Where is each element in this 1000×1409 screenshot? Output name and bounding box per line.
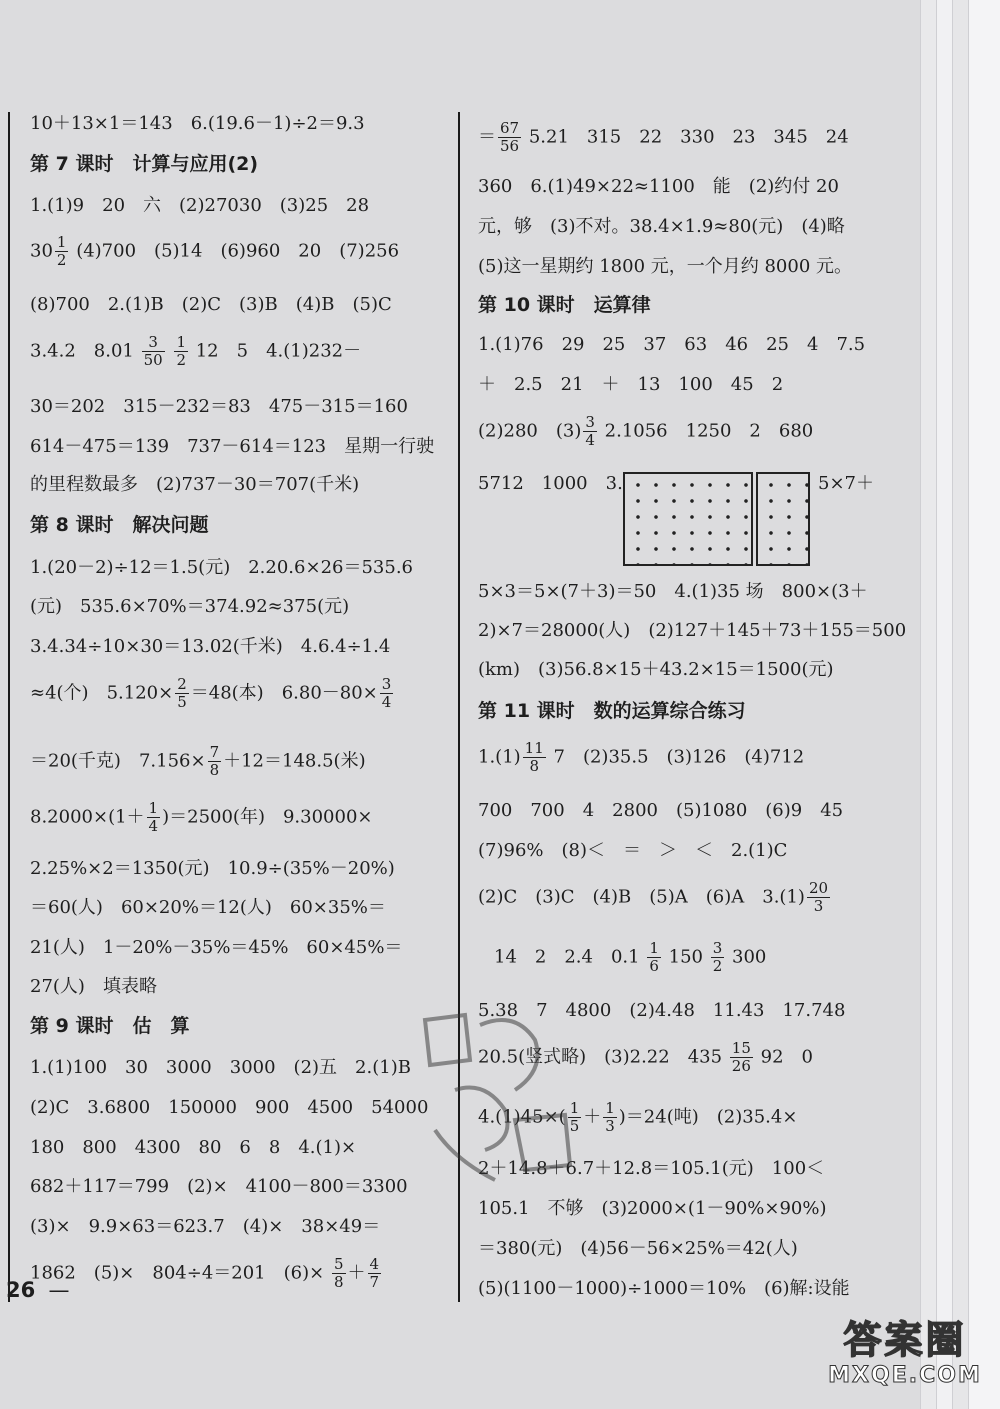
fraction: $\frac{15}{26}$ — [731, 1039, 751, 1075]
text-span: 2.1056 1250 2 680 — [604, 420, 814, 442]
page-edge — [968, 0, 1000, 1409]
text-line: (5)这一星期约 1800 元，一个月约 8000 元。 — [478, 256, 852, 277]
text-line: 5.38 7 4800 (2)4.48 11.43 17.748 — [478, 1000, 846, 1021]
text-line — [30, 334, 361, 369]
text-line — [30, 800, 373, 835]
text-line: 5×7＋ — [818, 473, 874, 494]
page-number — [6, 1278, 70, 1302]
text-span: 4.(1)45×( — [478, 1106, 566, 1128]
text-line: 1.(20－2)÷12＝1.5(元) 2.20.6×26＝535.6 — [30, 557, 414, 578]
fraction: $\frac{1}{2}$ — [56, 233, 67, 269]
lesson-heading: 第 7 课时 计算与应用(2) — [30, 153, 259, 175]
text-span: 5.21 315 22 330 23 345 24 — [528, 126, 849, 148]
text-span: ＝20(千克) 7.156× — [30, 750, 206, 772]
text-span: )＝24(吨) (2)35.4× — [618, 1106, 798, 1128]
watermark-title: 答案圈 — [843, 1318, 967, 1362]
fraction: $\frac{1}{6}$ — [649, 939, 659, 975]
text-line — [30, 744, 366, 779]
text-line: 21(人) 1－20%－35%＝45% 60×45%＝ — [30, 937, 403, 958]
ink-stamp — [395, 1000, 595, 1205]
lesson-heading: 第 9 课时 估 算 — [30, 1015, 190, 1037]
dot-grid-small — [756, 472, 810, 566]
text-line: 5712 1000 3. — [478, 473, 623, 494]
text-span: 92 0 — [760, 1046, 813, 1068]
text-line: 105.1 不够 (3)2000×(1－90%×90%) — [478, 1198, 827, 1219]
fraction: $\frac{11}{8}$ — [524, 739, 544, 775]
text-line: ＝60(人) 60×20%＝12(人) 60×35%＝ — [30, 897, 386, 918]
page-number-dash: — — [48, 1278, 70, 1302]
page-number-text: 26 — [6, 1278, 36, 1302]
text-span: ＋ — [347, 1262, 366, 1284]
fraction: $\frac{67}{56}$ — [500, 119, 520, 155]
text-line: (km) (3)56.8×15＋43.2×15＝1500(元) — [478, 659, 834, 680]
text-line: ＝380(元) (4)56－56×25%＝42(人) — [478, 1238, 798, 1259]
text-line: (2)C 3.6800 150000 900 4500 54000 — [30, 1097, 429, 1118]
text-span: 3.4.2 8.01 — [30, 340, 134, 362]
text-span: ＋ — [583, 1106, 602, 1128]
text-span: (4)700 (5)14 (6)960 20 (7)256 — [76, 240, 400, 262]
text-line — [478, 740, 804, 775]
text-line: (5)(1100－1000)÷1000＝10% (6)解:设能 — [478, 1278, 850, 1299]
text-span: 14 2 2.4 0.1 — [494, 946, 640, 968]
text-line — [30, 234, 399, 269]
text-line: 27(人) 填表略 — [30, 976, 157, 997]
dot-grid-large — [623, 472, 753, 566]
text-span: 12 5 4.(1)232－ — [195, 340, 362, 362]
text-span: (2)280 (3) — [478, 420, 582, 442]
text-line: ＋ 2.5 21 ＋ 13 100 45 2 — [478, 374, 784, 395]
text-line — [494, 940, 766, 975]
fraction: $\frac{2}{5}$ — [177, 675, 187, 711]
fraction: $\frac{3}{2}$ — [712, 939, 723, 975]
page-edge — [936, 0, 953, 1409]
lesson-heading: 第 11 课时 数的运算综合练习 — [478, 700, 746, 722]
text-line: 的里程数最多 (2)737－30＝707(千米) — [30, 474, 360, 495]
page-edge — [920, 0, 937, 1409]
watermark-logo — [820, 1318, 990, 1400]
text-line: 2)×7＝28000(人) (2)127＋145＋73＋155＝500 — [478, 620, 907, 641]
text-line: 3.4.34÷10×30＝13.02(千米) 4.6.4÷1.4 — [30, 636, 391, 657]
text-line: 元，够 (3)不对。38.4×1.9≈80(元) (4)略 — [478, 216, 845, 237]
text-line: 614－475＝139 737－614＝123 星期一行驶 — [30, 436, 435, 457]
text-line: 180 800 4300 80 6 8 4.(1)× — [30, 1137, 357, 1158]
text-line: 682＋117＝799 (2)× 4100－800＝3300 — [30, 1176, 408, 1197]
fraction: $\frac{3}{4}$ — [585, 413, 595, 449]
text-line: 1.(1)76 29 25 37 63 46 25 4 7.5 — [478, 334, 866, 355]
text-span: 20.5(竖式略) (3)2.22 435 — [478, 1046, 723, 1068]
text-line: 2.25%×2＝1350(元) 10.9÷(35%－20%) — [30, 858, 395, 879]
fraction: $\frac{5}{8}$ — [333, 1255, 344, 1291]
text-span: ≈4(个) 5.120× — [30, 682, 174, 704]
fraction: $\frac{1}{4}$ — [148, 799, 159, 835]
text-line: (元) 535.6×70%＝374.92≈375(元) — [30, 596, 350, 617]
fraction: $\frac{4}{7}$ — [369, 1255, 380, 1291]
fraction: $\frac{1}{3}$ — [605, 1099, 615, 1135]
text-span: ＝48(本) 6.80－80× — [190, 682, 378, 704]
watermark-url: MXQE.COM — [828, 1363, 982, 1388]
text-line: (7)96% (8)＜ ＝ ＞ ＜ 2.(1)C — [478, 840, 788, 861]
fraction: $\frac{1}{2}$ — [176, 333, 186, 369]
text-span: 150 — [668, 946, 703, 968]
text-span: )＝2500(年) 9.30000× — [162, 806, 373, 828]
text-line: (3)× 9.9×63＝623.7 (4)× 38×49＝ — [30, 1216, 381, 1237]
text-line — [478, 414, 813, 449]
text-line: 30＝202 315－232＝83 475－315＝160 — [30, 396, 408, 417]
text-span: 300 — [732, 946, 767, 968]
text-line: 2＋14.8＋6.7＋12.8＝105.1(元) 100＜ — [478, 1158, 825, 1179]
fraction: $\frac{7}{8}$ — [209, 743, 220, 779]
text-span: 30 — [30, 240, 53, 262]
text-line: 700 700 4 2800 (5)1080 (6)9 45 — [478, 800, 844, 821]
text-span: 1.(1) — [478, 746, 521, 768]
lesson-heading: 第 8 课时 解决问题 — [30, 514, 209, 536]
fraction: $\frac{20}{3}$ — [808, 879, 829, 915]
text-line: 1.(1)100 30 3000 3000 (2)五 2.(1)B — [30, 1057, 411, 1078]
text-line: (8)700 2.(1)B (2)C (3)B (4)B (5)C — [30, 294, 392, 315]
fraction: $\frac{3}{4}$ — [381, 675, 392, 711]
text-span: ＋12＝148.5(米) — [223, 750, 366, 772]
text-line: 5×3＝5×(7＋3)＝50 4.(1)35 场 800×(3＋ — [478, 581, 868, 602]
text-span: 1862 (5)× 804÷4＝201 (6)× — [30, 1262, 325, 1284]
lesson-heading: 第 10 课时 运算律 — [478, 294, 651, 316]
text-line: 1.(1)9 20 六 (2)27030 (3)25 28 — [30, 195, 370, 216]
text-line — [30, 1256, 383, 1291]
text-span: ＝ — [478, 126, 496, 148]
text-line — [30, 676, 395, 711]
text-span: (2)C (3)C (4)B (5)A (6)A 3.(1) — [478, 886, 805, 908]
fraction: $\frac{1}{5}$ — [569, 1099, 580, 1135]
fraction: $\frac{3}{50}$ — [143, 333, 163, 369]
page-edge — [952, 0, 969, 1409]
text-line — [478, 880, 832, 915]
text-span: 7 (2)35.5 (3)126 (4)712 — [553, 746, 805, 768]
text-span: 8.2000×(1＋ — [30, 806, 145, 828]
left-margin-rule — [8, 112, 10, 1302]
text-line — [478, 120, 849, 155]
text-line: 10＋13×1＝143 6.(19.6－1)÷2＝9.3 — [30, 113, 365, 134]
text-line: 360 6.(1)49×22≈1100 能 (2)约付 20 — [478, 176, 839, 197]
